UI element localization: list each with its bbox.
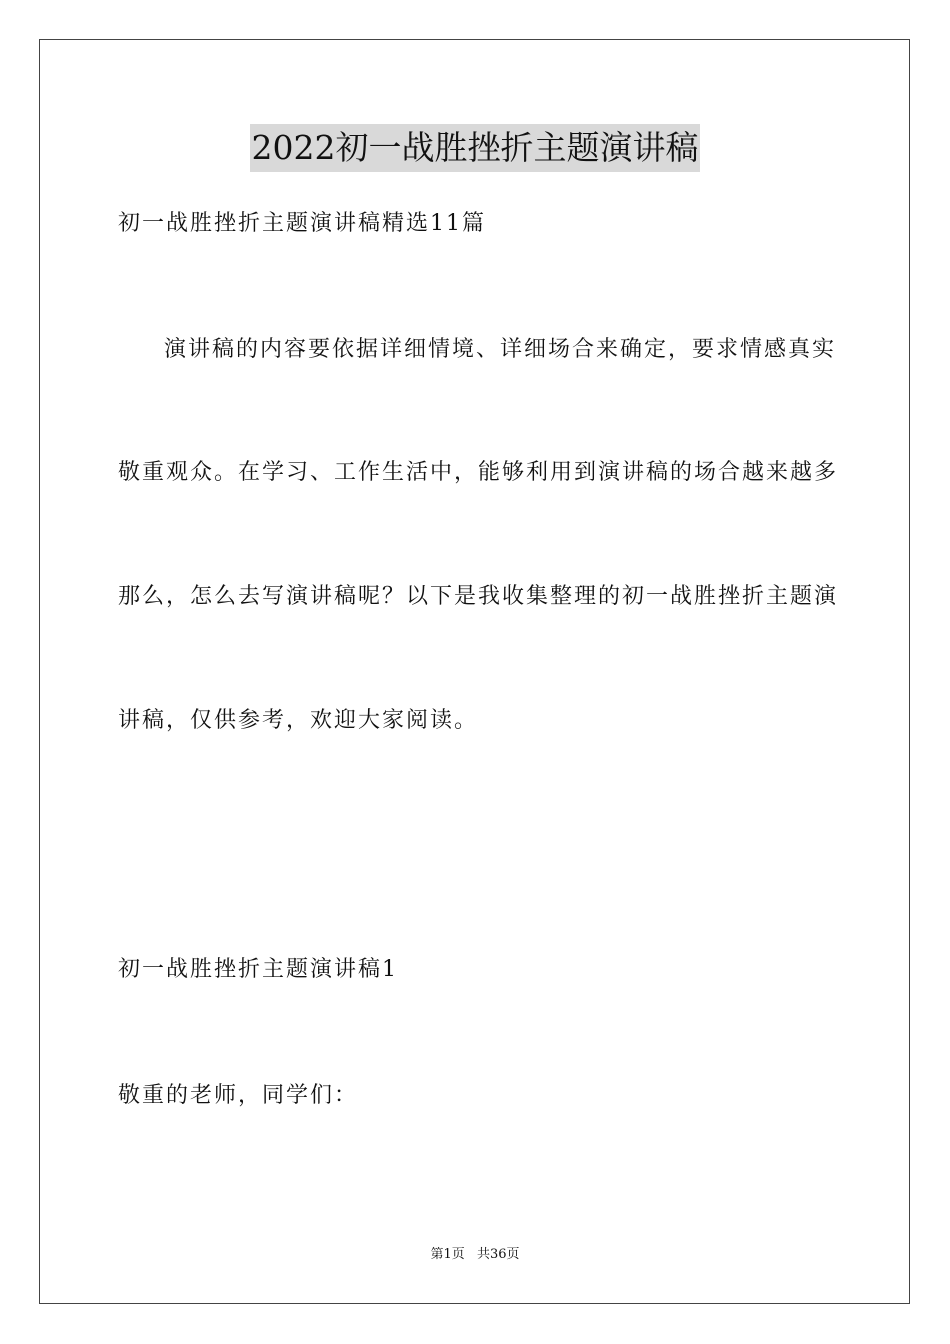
title-container (0, 124, 950, 172)
intro-line-2: 敬重观众。在学习、工作生活中，能够利用到演讲稿的场合越来越多 (118, 460, 839, 485)
document-title: 2022初一战胜挫折主题演讲稿 (250, 124, 701, 172)
intro-line-1: 演讲稿的内容要依据详细情境、详细场合来确定，要求情感真实 (164, 337, 837, 362)
section-heading: 初一战胜挫折主题演讲稿1 (118, 957, 398, 982)
salutation: 敬重的老师，同学们： (118, 1083, 359, 1108)
page-number: 第1页 (430, 1247, 465, 1262)
page-footer (0, 1246, 950, 1264)
intro-line-4: 讲稿，仅供参考，欢迎大家阅读。 (118, 708, 479, 733)
total-pages: 共36页 (476, 1247, 520, 1262)
intro-line-3: 那么，怎么去写演讲稿呢？以下是我收集整理的初一战胜挫折主题演 (118, 584, 839, 609)
document-subtitle: 初一战胜挫折主题演讲稿精选11篇 (118, 211, 486, 236)
